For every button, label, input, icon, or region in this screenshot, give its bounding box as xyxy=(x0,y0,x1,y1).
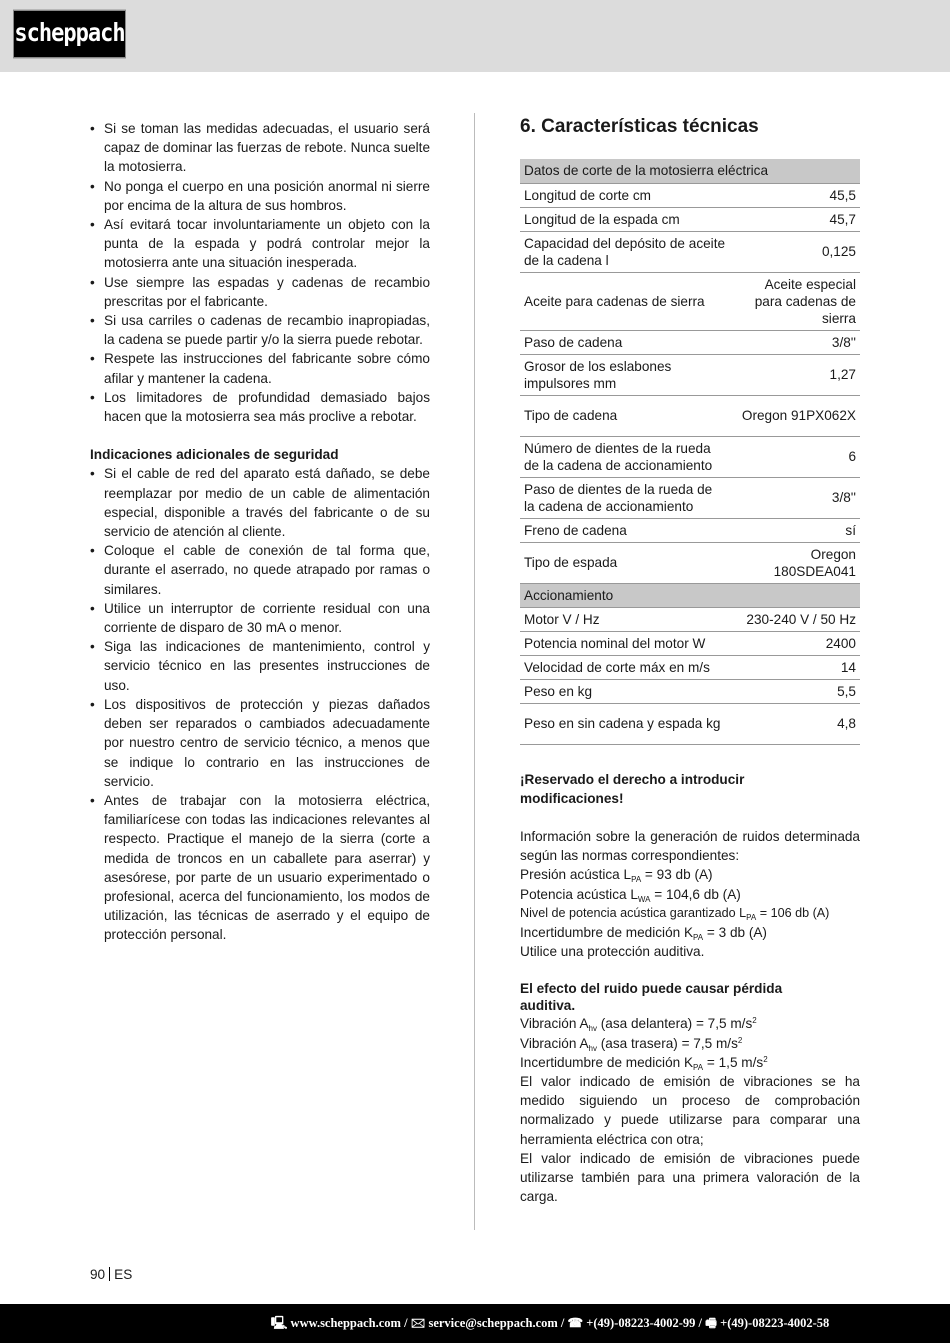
list-item: • Si usa carriles o cadenas de recambio inapropiadas, la cadena se puede partir y/o la sierra puede rebotar. xyxy=(90,311,430,349)
table-row: Tipo de cadena Oregon 91PX062X xyxy=(520,395,860,436)
list-item: • Utilice un interruptor de corriente residual con una corriente de disparo de 30 mA o menor. xyxy=(90,599,430,637)
vibration-paragraph: El valor indicado de emisión de vibraciones se ha medido siguiendo un proceso de comprobación normalizado y puede utilizarse para comparar una herramienta eléctrica con otra; xyxy=(520,1073,860,1147)
scheppach-logo: scheppach xyxy=(13,10,126,58)
table-row: Peso en kg 5,5 xyxy=(520,679,860,703)
list-item: • Si se toman las medidas adecuadas, el usuario será capaz de dominar las fuerzas de rebote. Nunca suelte la motosierra. xyxy=(90,119,430,177)
email-icon: 🖂 xyxy=(410,1315,429,1330)
noise-warning: El efecto del ruido puede causar pérdida auditiva. xyxy=(520,981,783,1014)
additional-safety-list xyxy=(90,464,430,944)
list-item: • Coloque el cable de conexión de tal forma que, durante el aserrado, no quede atrapado por ramas o similares. xyxy=(90,541,430,599)
list-item: • Así evitará tocar involuntariamente un objeto con la punta de la espada y podrá controlar mejor la motosierra ante una situación inesperada. xyxy=(90,215,430,273)
table-row: Número de dientes de la rueda de la cadena de accionamiento 6 xyxy=(520,436,860,477)
table-row: Longitud de corte cm 45,5 xyxy=(520,183,860,207)
table-row: Freno de cadena sí xyxy=(520,518,860,542)
table-section-header: Accionamiento xyxy=(520,583,860,607)
table-row: Grosor de los eslabones impulsores mm 1,27 xyxy=(520,354,860,395)
right-column xyxy=(520,113,860,1206)
vibration-line: Vibración $A_{hv}$ (asa trasera) = 7,5 $m/s^2$ xyxy=(520,1035,743,1053)
page-footer: 🖳 www.scheppach.com / 🖂 service@scheppach.com / ☎ +(49)-08223-4002-99 / 🖷 +(49)-08223-4002-58 xyxy=(0,1304,950,1343)
email-link[interactable]: service@scheppach.com xyxy=(428,1315,558,1330)
computer-icon: 🖳 xyxy=(270,1315,291,1330)
noise-line: Presión acústica $L_{PA} = 93$ db (A) xyxy=(520,867,713,885)
table-section-header: Datos de corte de la motosierra eléctrica xyxy=(520,159,860,183)
table-row: Longitud de la espada cm 45,7 xyxy=(520,207,860,231)
phone-number: +(49)-08223-4002-99 xyxy=(586,1315,696,1330)
phone-icon: ☎ xyxy=(567,1315,587,1330)
section-heading: Indicaciones adicionales de seguridad xyxy=(90,447,339,463)
website-link[interactable]: www.scheppach.com xyxy=(290,1315,401,1330)
list-item: • Use siempre las espadas y cadenas de recambio prescritas por el fabricante. xyxy=(90,273,430,311)
noise-line: Incertidumbre de medición $K_{PA} = 3$ db (A) xyxy=(520,924,767,942)
table-row: Aceite para cadenas de sierra Aceite especial para cadenas de sierra xyxy=(520,272,860,330)
table-row: Capacidad del depósito de aceite de la cadena l 0,125 xyxy=(520,231,860,272)
column-divider xyxy=(474,113,475,1230)
list-item: • No ponga el cuerpo en una posición anormal ni sierre por encima de la altura de sus hombros. xyxy=(90,177,430,215)
table-row: Paso de cadena 3/8'' xyxy=(520,330,860,354)
table-row: Motor V / Hz 230-240 V / 50 Hz xyxy=(520,607,860,631)
reserved-notice: ¡Reservado el derecho a introducir modificaciones! xyxy=(520,771,745,806)
table-row: Peso en sin cadena y espada kg 4,8 xyxy=(520,703,860,744)
vibration-line: Vibración $A_{hv}$ (asa delantera) = 7,5 $m/s^2$ xyxy=(520,1016,757,1034)
fax-icon: 🖷 xyxy=(705,1315,721,1330)
left-column xyxy=(90,119,430,945)
list-item: • Antes de trabajar con la motosierra eléctrica, familiarícese con todas las indicaciones relevantes al respecto. Practique el manejo de la sierra (corte a medida de troncos en un caballete para aserrar) y asesórese, por parte de un usuario experimentado o profesional, acerca del funcionamiento, los modos de utilización, las técnicas de aserrado y el equipo de protección personal. xyxy=(90,791,430,945)
noise-intro: Información sobre la generación de ruidos determinada según las normas correspondientes: xyxy=(520,828,860,864)
list-item: • Los limitadores de profundidad demasiado bajos hacen que la motosierra sea más proclive a rebotar. xyxy=(90,388,430,426)
noise-line: Potencia acústica $L_{WA} = 104,6$ db (A) xyxy=(520,886,741,904)
list-item: • Los dispositivos de protección y piezas dañados deben ser reparados o cambiados adecuadamente por nuestro centro de servicio técnico, a menos que se indique lo contrario en las instrucciones de servicio. xyxy=(90,695,430,791)
page-header xyxy=(0,0,950,72)
list-item: • Siga las indicaciones de mantenimiento, control y servicio técnico en las presentes instrucciones de uso. xyxy=(90,637,430,695)
vibration-paragraph: El valor indicado de emisión de vibraciones puede utilizarse también para una primera valoración de la carga. xyxy=(520,1150,860,1205)
vibration-line: Incertidumbre de medición $K_{PA} = 1,5$ $m/s^2$ xyxy=(520,1054,768,1072)
list-item: • Si el cable de red del aparato está dañado, se debe reemplazar por medio de un cable de alimentación especial, disponible a través del fabricante o de su servicio de atención al cliente. xyxy=(90,464,430,541)
table-row: Potencia nominal del motor W 2400 xyxy=(520,631,860,655)
specs-table xyxy=(520,159,860,745)
fax-number: +(49)-08223-4002-58 xyxy=(720,1315,830,1330)
page-title: 6. Características técnicas xyxy=(520,116,759,137)
page-number: 90 ES xyxy=(90,1267,133,1282)
table-row: Tipo de espada Oregon 180SDEA041 xyxy=(520,542,860,583)
table-row: Paso de dientes de la rueda de la cadena de accionamiento 3/8'' xyxy=(520,477,860,518)
table-row: Velocidad de corte máx en m/s 14 xyxy=(520,655,860,679)
list-item: • Respete las instrucciones del fabricante sobre cómo afilar y mantener la cadena. xyxy=(90,349,430,387)
noise-line: Nivel de potencia acústica garantizado $L_{PA} = 106$ db (A) xyxy=(520,905,830,922)
safety-list xyxy=(90,119,430,426)
protection-note: Utilice una protección auditiva. xyxy=(520,944,705,960)
